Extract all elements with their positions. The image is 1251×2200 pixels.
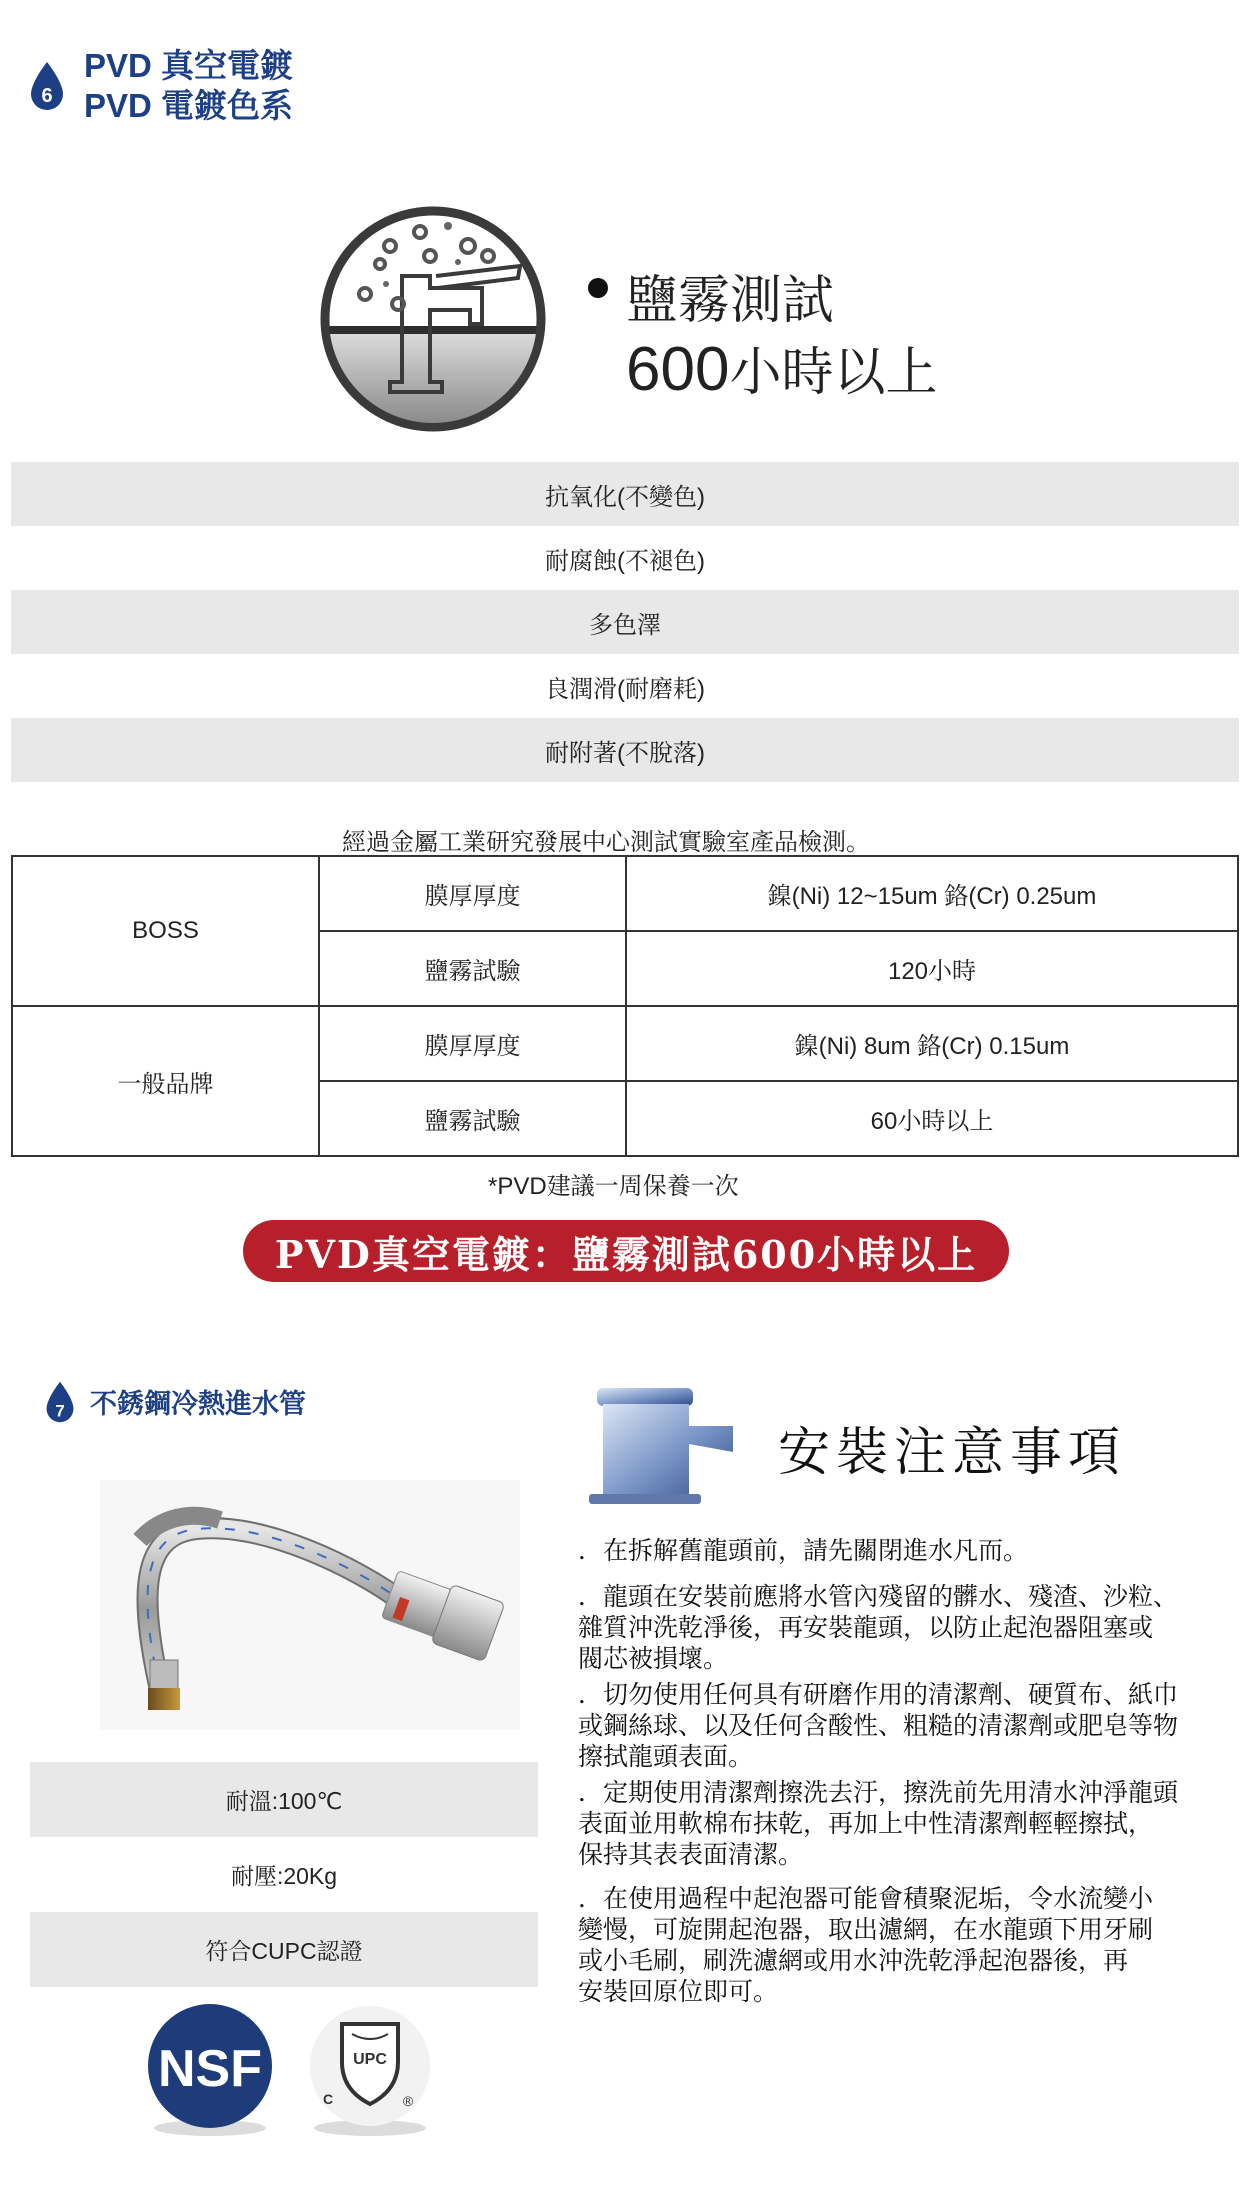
paragraph-line: 或小毛刷，刷洗濾網或用水沖洗乾淨起泡器後，再 (578, 1947, 1129, 1975)
spec-row: 耐溫:100℃ (30, 1762, 538, 1837)
comparison-table (11, 855, 1239, 1157)
value-cell: 120小時 (626, 931, 1238, 1006)
feature-row: 耐腐蝕(不褪色) (545, 547, 705, 575)
install-paragraph (578, 1884, 1238, 2008)
section-number: 6 (41, 85, 53, 107)
brand-cell: BOSS (12, 856, 319, 1006)
paragraph-line: 閥芯被損壞。 (578, 1645, 729, 1673)
install-paragraph (578, 1536, 1238, 1567)
cupc-logo (300, 2000, 440, 2140)
section-title-line2: PVD 電鍍色系 (84, 87, 294, 124)
value-cell: 60小時以上 (626, 1081, 1238, 1156)
install-paragraph (578, 1778, 1238, 1871)
cupc-badge-icon (300, 2000, 440, 2140)
paragraph-line: 保持其表表面清潔。 (578, 1841, 804, 1869)
feature-row: 良潤滑(耐磨耗) (545, 675, 705, 703)
paragraph-line: ．在使用過程中起泡器可能會積聚泥垢，令水流變小 (578, 1885, 1154, 1913)
c-mark-text: C (322, 2091, 334, 2107)
salt-test-hours (626, 330, 937, 405)
salt-spray-faucet-icon (320, 206, 546, 432)
paragraph-line: ．切勿使用任何具有研磨作用的清潔劑、硬質布、紙巾 (578, 1681, 1179, 1709)
nsf-text: NSF (158, 2040, 262, 2098)
paragraph-line: ．龍頭在安裝前應將水管內殘留的髒水、殘渣、沙粒、 (578, 1583, 1179, 1611)
item-cell: 鹽霧試驗 (319, 1081, 626, 1156)
feature-row: 多色澤 (11, 590, 1239, 654)
paragraph-line: 安裝回原位即可。 (578, 1978, 779, 2006)
paragraph-line: ．定期使用清潔劑擦洗去汙，擦洗前先用清水沖淨龍頭 (578, 1779, 1179, 1807)
table-caption: 經過金屬工業研究發展中心測試實驗室產品檢測。 (342, 829, 870, 856)
install-notes-title: 安裝注意事項 (778, 1424, 1127, 1482)
spec-row: 符合CUPC認證 (30, 1912, 538, 1987)
install-paragraph (578, 1582, 1238, 1675)
faucet-icon (585, 1380, 735, 1506)
salt-hours-text: 小時以上 (729, 344, 938, 402)
water-drop-icon (44, 1380, 76, 1424)
section7-title: 不銹鋼冷熱進水管 (90, 1389, 306, 1419)
section-title-line1: PVD 真空電鍍 (84, 47, 294, 84)
braided-hose-image (100, 1480, 520, 1730)
paragraph-line: 變慢，可旋開起泡器，取出濾網，在水龍頭下用牙刷 (578, 1916, 1154, 1944)
item-cell: 鹽霧試驗 (319, 931, 626, 1006)
salt-hours-number: 600 (626, 335, 730, 404)
pvd-banner: PVD真空電鍍：鹽霧測試600小時以上 (243, 1220, 1009, 1282)
item-cell: 膜厚厚度 (319, 1006, 626, 1081)
paragraph-line: 雜質沖洗乾淨後，再安裝龍頭，以防止起泡器阻塞或 (578, 1614, 1154, 1642)
paragraph-line: 擦拭龍頭表面。 (578, 1743, 754, 1771)
value-cell: 鎳(Ni) 12~15um 鉻(Cr) 0.25um (626, 856, 1238, 931)
paragraph-line: 表面並用軟棉布抹乾，再加上中性清潔劑輕輕擦拭， (578, 1810, 1154, 1838)
brand-cell: 一般品牌 (12, 1006, 319, 1156)
salt-test-heading: 鹽霧測試 (626, 272, 835, 330)
value-cell: 鎳(Ni) 8um 鉻(Cr) 0.15um (626, 1006, 1238, 1081)
paragraph-line: ．在拆解舊龍頭前，請先關閉進水凡而。 (578, 1537, 1029, 1565)
nsf-logo (140, 2000, 280, 2140)
install-paragraph (578, 1680, 1238, 1773)
feature-row: 抗氧化(不變色) (11, 462, 1239, 526)
section-number: 7 (55, 1401, 65, 1421)
maintenance-note: *PVD建議一周保養一次 (488, 1173, 739, 1200)
nsf-badge-icon (140, 2000, 280, 2140)
bullet-dot (588, 278, 608, 298)
item-cell: 膜厚厚度 (319, 856, 626, 931)
paragraph-line: 或鋼絲球、以及任何含酸性、粗糙的清潔劑或肥皂等物 (578, 1712, 1179, 1740)
water-drop-icon (28, 60, 66, 112)
registered-mark-text: ® (402, 2093, 414, 2109)
upc-text: UPC (353, 2051, 387, 2068)
feature-row: 耐附著(不脫落) (11, 718, 1239, 782)
spec-row: 耐壓:20Kg (230, 1863, 338, 1889)
